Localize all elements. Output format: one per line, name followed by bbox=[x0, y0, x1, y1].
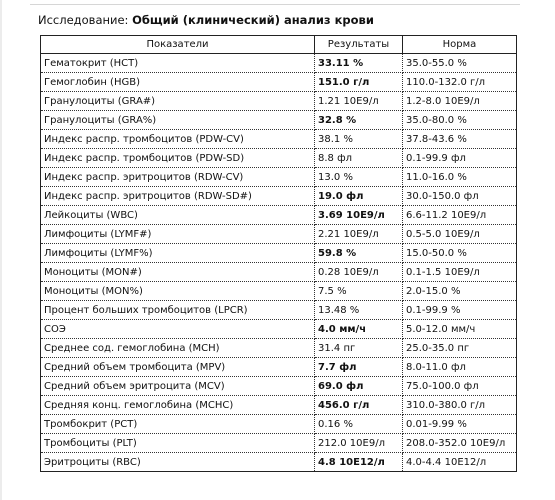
norm-range: 35.0-80.0 % bbox=[403, 111, 517, 130]
result-value: 19.0 фл bbox=[315, 187, 403, 206]
table-row bbox=[41, 396, 517, 415]
result-value: 1.21 10E9/л bbox=[315, 92, 403, 111]
indicator-name: Эритроциты (RBC) bbox=[41, 453, 315, 472]
table-row bbox=[41, 358, 517, 377]
result-value: 31.4 пг bbox=[315, 339, 403, 358]
norm-range: 1.2-8.0 10E9/л bbox=[403, 92, 517, 111]
indicator-name: Средняя конц. гемоглобина (MCHC) bbox=[41, 396, 315, 415]
result-value: 33.11 % bbox=[315, 54, 403, 73]
result-value: 8.8 фл bbox=[315, 149, 403, 168]
table-row bbox=[41, 377, 517, 396]
result-value: 13.48 % bbox=[315, 301, 403, 320]
table-row bbox=[41, 130, 517, 149]
norm-range: 0.1-1.5 10E9/л bbox=[403, 263, 517, 282]
indicator-name: Гематокрит (HCT) bbox=[41, 54, 315, 73]
top-divider bbox=[30, 4, 520, 5]
table-row bbox=[41, 282, 517, 301]
result-value: 38.1 % bbox=[315, 130, 403, 149]
result-value: 7.7 фл bbox=[315, 358, 403, 377]
indicator-name: Гранулоциты (GRA%) bbox=[41, 111, 315, 130]
indicator-name: Процент больших тромбоцитов (LPCR) bbox=[41, 301, 315, 320]
header-indicator: Показатели bbox=[41, 36, 315, 54]
indicator-name: Лейкоциты (WBC) bbox=[41, 206, 315, 225]
norm-range: 0.5-5.0 10E9/л bbox=[403, 225, 517, 244]
indicator-name: Лимфоциты (LYMF#) bbox=[41, 225, 315, 244]
result-value: 212.0 10E9/л bbox=[315, 434, 403, 453]
indicator-name: Тромбокрит (PCT) bbox=[41, 415, 315, 434]
result-value: 69.0 фл bbox=[315, 377, 403, 396]
header-norm: Норма bbox=[403, 36, 517, 54]
norm-range: 8.0-11.0 фл bbox=[403, 358, 517, 377]
indicator-name: Индекс распр. эритроцитов (RDW-CV) bbox=[41, 168, 315, 187]
table-row bbox=[41, 168, 517, 187]
table-row bbox=[41, 453, 517, 472]
study-title: Общий (клинический) анализ крови bbox=[132, 13, 374, 27]
table-row bbox=[41, 434, 517, 453]
result-value: 151.0 г/л bbox=[315, 73, 403, 92]
indicator-name: Гемоглобин (HGB) bbox=[41, 73, 315, 92]
result-value: 4.8 10E12/л bbox=[315, 453, 403, 472]
result-value: 59.8 % bbox=[315, 244, 403, 263]
table-row bbox=[41, 206, 517, 225]
norm-range: 310.0-380.0 г/л bbox=[403, 396, 517, 415]
result-value: 13.0 % bbox=[315, 168, 403, 187]
result-value: 7.5 % bbox=[315, 282, 403, 301]
norm-range: 75.0-100.0 фл bbox=[403, 377, 517, 396]
indicator-name: Индекс распр. эритроцитов (RDW-SD#) bbox=[41, 187, 315, 206]
result-value: 2.21 10E9/л bbox=[315, 225, 403, 244]
indicator-name: Гранулоциты (GRA#) bbox=[41, 92, 315, 111]
indicator-name: Среднее сод. гемоглобина (MCH) bbox=[41, 339, 315, 358]
result-value: 0.28 10E9/л bbox=[315, 263, 403, 282]
table-row bbox=[41, 149, 517, 168]
table-row bbox=[41, 415, 517, 434]
table-row bbox=[41, 225, 517, 244]
table-row bbox=[41, 339, 517, 358]
table-row bbox=[41, 320, 517, 339]
norm-range: 110.0-132.0 г/л bbox=[403, 73, 517, 92]
results-table bbox=[40, 35, 517, 472]
norm-range: 6.6-11.2 10E9/л bbox=[403, 206, 517, 225]
indicator-name: СОЭ bbox=[41, 320, 315, 339]
norm-range: 5.0-12.0 мм/ч bbox=[403, 320, 517, 339]
norm-range: 15.0-50.0 % bbox=[403, 244, 517, 263]
table-header-row bbox=[41, 36, 517, 54]
norm-range: 0.1-99.9 % bbox=[403, 301, 517, 320]
table-row bbox=[41, 111, 517, 130]
table-row bbox=[41, 92, 517, 111]
norm-range: 208.0-352.0 10E9/л bbox=[403, 434, 517, 453]
norm-range: 0.1-99.9 фл bbox=[403, 149, 517, 168]
indicator-name: Средний объем тромбоцита (MPV) bbox=[41, 358, 315, 377]
norm-range: 4.0-4.4 10E12/л bbox=[403, 453, 517, 472]
indicator-name: Моноциты (MON%) bbox=[41, 282, 315, 301]
indicator-name: Моноциты (MON#) bbox=[41, 263, 315, 282]
norm-range: 37.8-43.6 % bbox=[403, 130, 517, 149]
study-heading bbox=[38, 13, 374, 27]
study-label: Исследование: bbox=[38, 13, 129, 27]
indicator-name: Индекс распр. тромбоцитов (PDW-SD) bbox=[41, 149, 315, 168]
table-body bbox=[41, 54, 517, 472]
table-row bbox=[41, 54, 517, 73]
indicator-name: Средний объем эритроцита (MCV) bbox=[41, 377, 315, 396]
indicator-name: Индекс распр. тромбоцитов (PDW-CV) bbox=[41, 130, 315, 149]
norm-range: 2.0-15.0 % bbox=[403, 282, 517, 301]
header-result: Результаты bbox=[315, 36, 403, 54]
table-row bbox=[41, 263, 517, 282]
result-value: 3.69 10E9/л bbox=[315, 206, 403, 225]
result-value: 0.16 % bbox=[315, 415, 403, 434]
table-row bbox=[41, 187, 517, 206]
table-row bbox=[41, 244, 517, 263]
norm-range: 25.0-35.0 пг bbox=[403, 339, 517, 358]
result-value: 456.0 г/л bbox=[315, 396, 403, 415]
table-row bbox=[41, 73, 517, 92]
norm-range: 11.0-16.0 % bbox=[403, 168, 517, 187]
table-row bbox=[41, 301, 517, 320]
norm-range: 35.0-55.0 % bbox=[403, 54, 517, 73]
page-left-edge bbox=[0, 0, 2, 500]
result-value: 32.8 % bbox=[315, 111, 403, 130]
norm-range: 0.01-9.99 % bbox=[403, 415, 517, 434]
indicator-name: Лимфоциты (LYMF%) bbox=[41, 244, 315, 263]
result-value: 4.0 мм/ч bbox=[315, 320, 403, 339]
norm-range: 30.0-150.0 фл bbox=[403, 187, 517, 206]
indicator-name: Тромбоциты (PLT) bbox=[41, 434, 315, 453]
